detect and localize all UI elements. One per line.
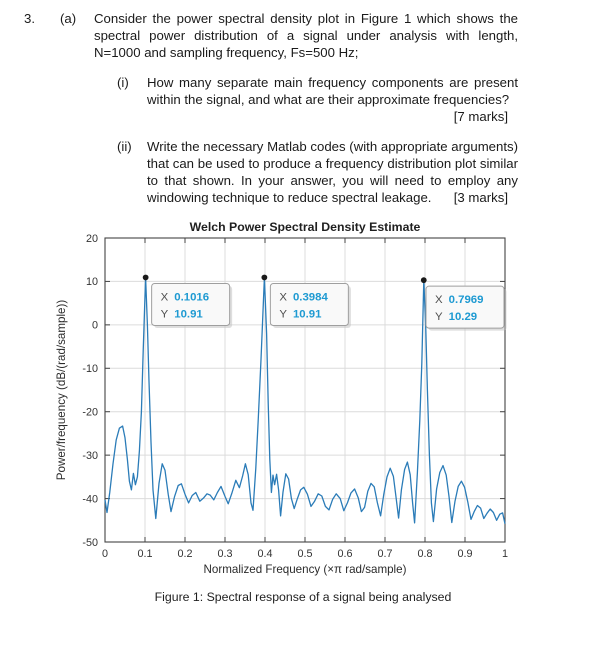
- svg-text:Y10.91: Y 10.91: [160, 308, 203, 321]
- psd-chart: [53, 218, 553, 578]
- figure-caption: Figure 1: Spectral response of a signal being analysed: [154, 590, 452, 604]
- svg-text:0.2: 0.2: [177, 548, 193, 560]
- svg-text:X0.7969: X 0.7969: [435, 294, 484, 307]
- part-a-body: [94, 10, 518, 206]
- sub-item-i-label: (i): [117, 75, 129, 90]
- svg-text:-20: -20: [82, 406, 98, 419]
- svg-text:X0.3984: X 0.3984: [279, 291, 328, 304]
- svg-text:0: 0: [101, 548, 109, 560]
- chart-title: Welch Power Spectral Density Estimate: [189, 220, 421, 234]
- data-tip: [261, 275, 350, 328]
- svg-text:Y10.29: Y 10.29: [435, 311, 478, 324]
- svg-text:0.4: 0.4: [257, 548, 273, 560]
- y-axis-label: Power/frequency (dB/(rad/sample)): [55, 299, 68, 481]
- figure-1: [0, 218, 606, 604]
- sub-item-ii: [94, 138, 518, 206]
- svg-text:Y10.91: Y 10.91: [279, 308, 322, 321]
- sub-item-ii-marks: [3 marks]: [453, 190, 508, 205]
- svg-text:20: 20: [85, 232, 98, 245]
- svg-text:0.7: 0.7: [377, 548, 393, 560]
- question-number: 3.: [24, 11, 35, 26]
- data-tip: [143, 275, 232, 328]
- svg-text:1: 1: [501, 548, 509, 560]
- svg-text:0.9: 0.9: [457, 548, 473, 560]
- svg-text:0.1: 0.1: [137, 548, 153, 560]
- svg-text:-10: -10: [82, 363, 98, 376]
- svg-text:-40: -40: [82, 493, 98, 506]
- svg-text:0.8: 0.8: [417, 548, 433, 560]
- svg-text:0: 0: [91, 319, 98, 332]
- sub-item-i: [94, 74, 518, 125]
- svg-text:0.6: 0.6: [337, 548, 353, 560]
- svg-text:0.3: 0.3: [217, 548, 233, 560]
- svg-text:-30: -30: [82, 449, 98, 462]
- x-axis-label: Normalized Frequency (×π rad/sample): [203, 563, 407, 576]
- svg-text:X0.1016: X 0.1016: [160, 291, 210, 304]
- sub-item-i-marks: [7 marks]: [453, 109, 508, 124]
- sub-item-i-text: How many separate main frequency components are present within the signal, and what are their approximate frequencies?: [147, 75, 518, 107]
- question-3: [0, 10, 606, 206]
- part-a-label: (a): [60, 11, 77, 26]
- part-a-text: Consider the power spectral density plot in Figure 1 which shows the spectral power distribution of a signal under analysis with length, N=1000 and sampling frequency, Fs=500 Hz;: [94, 11, 518, 60]
- peak-marker: [261, 275, 267, 281]
- peak-marker: [143, 275, 149, 281]
- svg-text:10: 10: [85, 276, 98, 289]
- data-tip: [421, 277, 507, 330]
- sub-item-ii-text: Write the necessary Matlab codes (with appropriate arguments) that can be used to produce a frequency distribution plot similar to that shown. In your answer, you will need to employ any windowing technique to reduce spectral leakage.: [147, 139, 518, 205]
- svg-text:0.5: 0.5: [297, 548, 313, 560]
- peak-marker: [421, 277, 427, 283]
- svg-text:-50: -50: [82, 536, 98, 549]
- sub-item-ii-label: (ii): [117, 139, 132, 154]
